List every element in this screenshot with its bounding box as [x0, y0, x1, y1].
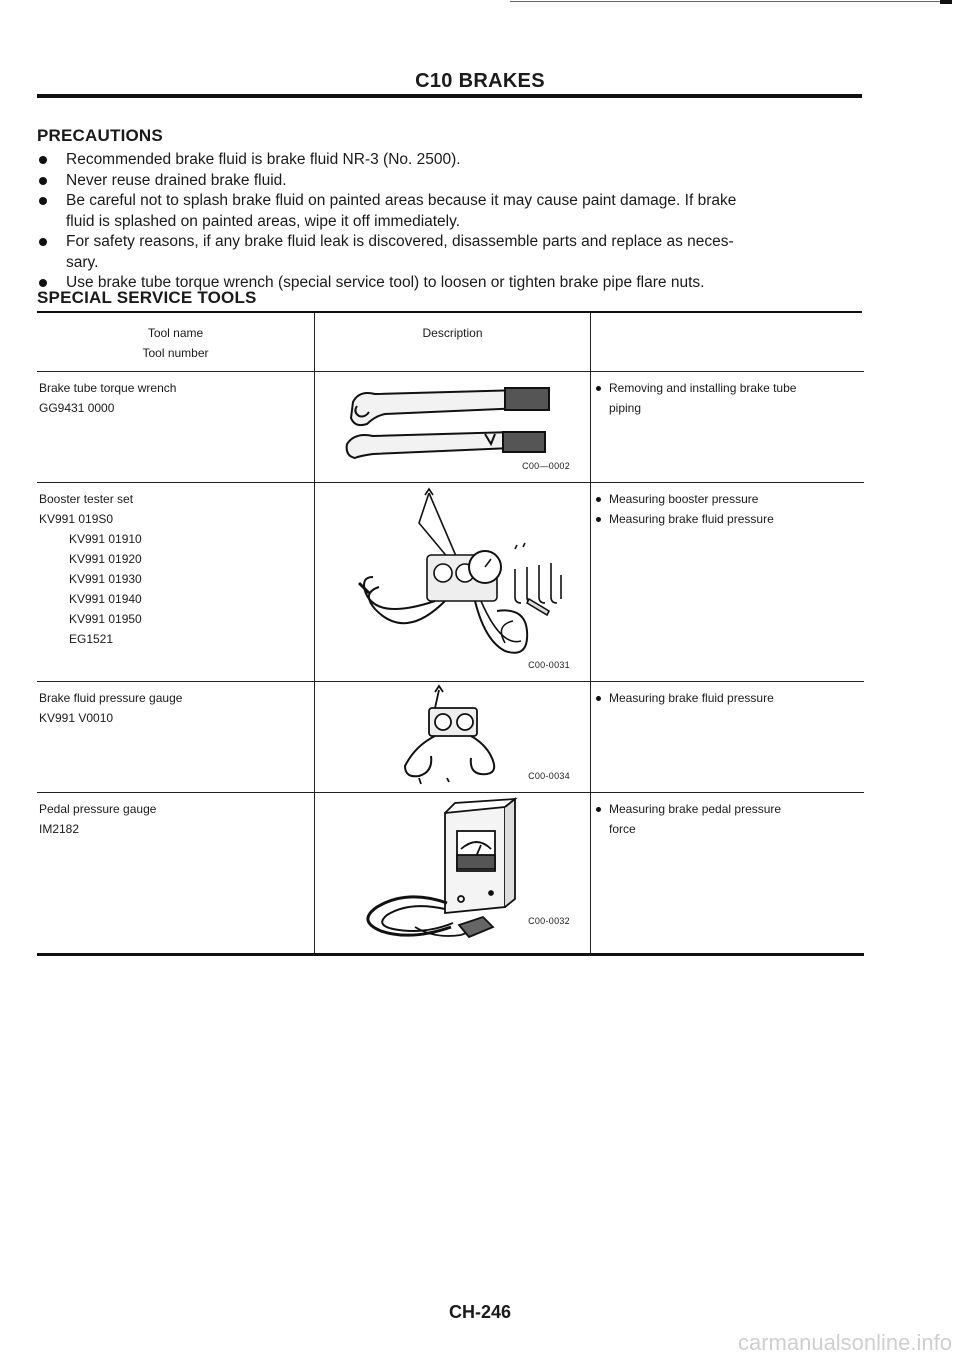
bullet-icon	[596, 807, 601, 812]
figure-id: C00-0032	[528, 916, 570, 926]
tool-name: Booster tester set	[39, 492, 134, 506]
bullet-icon	[596, 386, 601, 391]
precaution-item: For safety reasons, if any brake fluid leak is discovered, disassemble parts and replace as neces- sary.	[37, 232, 867, 273]
description-item: Removing and installing brake tube piping	[593, 378, 864, 418]
column-header-blank	[591, 313, 865, 372]
tool-description-cell	[591, 682, 865, 793]
table-row	[37, 793, 864, 955]
tool-name: Brake tube torque wrench	[39, 381, 177, 395]
precautions-heading: PRECAUTIONS	[37, 126, 163, 145]
column-header-tool: Tool name Tool number	[37, 313, 315, 372]
figure-id: C00-0031	[528, 660, 570, 670]
bullet-icon	[39, 238, 47, 246]
tool-name: Brake fluid pressure gauge	[39, 691, 183, 705]
tool-description-cell	[591, 483, 865, 682]
title-rule	[37, 94, 862, 98]
table-row	[37, 483, 864, 682]
tool-sub-number: KV991 01940	[69, 592, 142, 606]
description-item: Measuring brake pedal pressure force	[593, 799, 864, 839]
tool-number: GG9431 0000	[39, 401, 115, 415]
tool-name-cell	[37, 483, 315, 682]
tool-description-cell	[591, 793, 865, 955]
description-item: Measuring booster pressure	[593, 489, 864, 509]
figure-id: C00—0002	[522, 461, 570, 471]
tool-figure-cell	[315, 372, 591, 483]
page-title: C10 BRAKES	[415, 70, 545, 92]
table-row	[37, 372, 864, 483]
watermark: carmanualsonline.info	[737, 1330, 952, 1355]
tool-name-cell	[37, 793, 315, 955]
tool-sub-number: KV991 01950	[69, 612, 142, 626]
table-header-row	[37, 313, 864, 372]
bullet-icon	[39, 279, 47, 287]
tool-sub-number: KV991 01920	[69, 552, 142, 566]
top-edge-mark	[940, 0, 952, 4]
tool-figure-cell	[315, 483, 591, 682]
bullet-icon	[596, 696, 601, 701]
bullet-icon	[596, 497, 601, 502]
figure-id: C00-0034	[528, 771, 570, 781]
tool-figure-cell	[315, 682, 591, 793]
tool-sub-number: KV991 01910	[69, 532, 142, 546]
precautions-list	[37, 150, 867, 294]
precaution-item: Use brake tube torque wrench (special service tool) to loosen or tighten brake pipe flare nuts.	[37, 273, 867, 294]
table-row	[37, 682, 864, 793]
top-edge-line	[510, 1, 950, 2]
tool-name-cell	[37, 372, 315, 483]
page-number: CH-246	[448, 1302, 512, 1322]
tool-name: Pedal pressure gauge	[39, 802, 157, 816]
precaution-item: Never reuse drained brake fluid.	[37, 171, 867, 192]
tool-number: IM2182	[39, 822, 80, 836]
description-item: Measuring brake fluid pressure	[593, 688, 864, 708]
tool-sub-number: EG1521	[69, 632, 114, 646]
bullet-icon	[39, 156, 47, 164]
booster-tester-figure	[315, 483, 590, 681]
bullet-icon	[39, 177, 47, 185]
tool-number: KV991 V0010	[39, 711, 114, 725]
precaution-item: Be careful not to splash brake fluid on painted areas because it may cause paint damage. If brake fluid is splashed on painted areas, wipe it off immediately.	[37, 191, 867, 232]
bullet-icon	[39, 197, 47, 205]
precaution-item: Recommended brake fluid is brake fluid NR-3 (No. 2500).	[37, 150, 867, 171]
special-service-tools-heading: SPECIAL SERVICE TOOLS	[37, 288, 257, 307]
tool-description-cell	[591, 372, 865, 483]
column-header-description: Description	[315, 313, 591, 372]
top-edge-rule	[0, 0, 960, 6]
bullet-icon	[596, 517, 601, 522]
tool-sub-number: KV991 01930	[69, 572, 142, 586]
description-item: Measuring brake fluid pressure	[593, 509, 864, 529]
tool-number: KV991 019S0	[39, 512, 114, 526]
tool-name-cell	[37, 682, 315, 793]
tool-figure-cell	[315, 793, 591, 955]
special-service-tools-table	[37, 313, 864, 956]
